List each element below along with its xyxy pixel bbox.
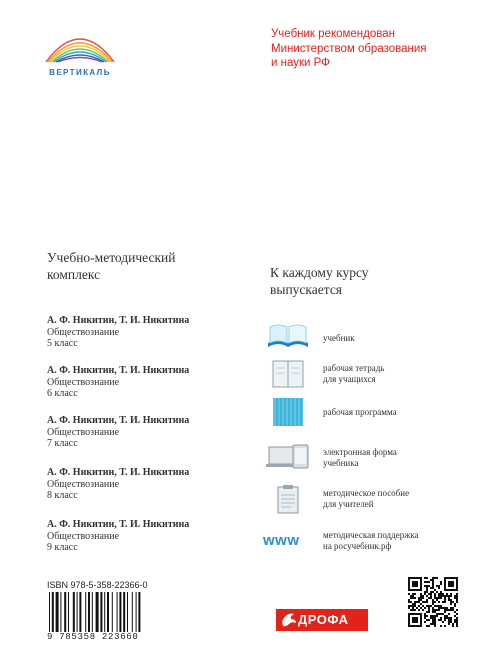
recommendation-line: Учебник рекомендован <box>271 28 395 40</box>
rainbow-arcs-icon <box>42 22 118 68</box>
devices-icon <box>266 442 310 472</box>
textbook-icon <box>266 321 310 351</box>
book-entry <box>47 467 247 502</box>
book-authors: А. Ф. Никитин, Т. И. Никитина <box>47 315 190 326</box>
book-entry <box>47 519 247 554</box>
www-icon: www <box>263 532 300 549</box>
book-authors: А. Ф. Никитин, Т. И. Никитина <box>47 365 190 376</box>
book-entry <box>47 415 247 450</box>
bird-icon <box>280 610 298 630</box>
complex-title: Учебно-методический комплекс <box>47 250 176 282</box>
book-grade: 5 класс <box>47 338 78 350</box>
book-subject: Обществознание <box>47 326 120 338</box>
book-subject: Обществознание <box>47 478 120 490</box>
book-subject: Обществознание <box>47 530 120 542</box>
book-entry <box>47 365 247 400</box>
publisher-name: ДРОФА <box>298 612 349 627</box>
recommendation-line: и науки РФ <box>271 57 330 69</box>
qr-code-icon <box>408 577 458 627</box>
resource-label: электронная форма учебника <box>323 447 397 468</box>
book-authors: А. Ф. Никитин, Т. И. Никитина <box>47 467 190 478</box>
resource-label: методическая поддержка на росучебник.рф <box>323 530 419 551</box>
resource-label: рабочая тетрадь для учащихся <box>323 363 385 384</box>
barcode-icon <box>47 592 162 632</box>
book-grade: 8 класс <box>47 490 78 502</box>
resource-label: методическое пособие для учителей <box>323 488 410 509</box>
book-grade: 7 класс <box>47 438 78 450</box>
book-entry <box>47 315 247 350</box>
isbn-text: ISBN 978-5-358-22366-0 <box>47 580 148 590</box>
book-authors: А. Ф. Никитин, Т. И. Никитина <box>47 519 190 530</box>
recommendation-line: Министерством образования <box>271 42 427 55</box>
resource-label: учебник <box>323 333 355 343</box>
book-grade: 9 класс <box>47 542 78 554</box>
barcode-number: 9 785358 223660 <box>47 632 139 642</box>
book-grade: 6 класс <box>47 388 78 400</box>
vertical-logo <box>42 22 118 84</box>
drofa-publisher-logo <box>276 609 368 631</box>
program-icon <box>266 397 310 427</box>
book-subject: Обществознание <box>47 376 120 388</box>
logo-text: ВЕРТИКАЛЬ <box>49 68 111 77</box>
resource-label: рабочая программа <box>323 407 397 417</box>
workbook-icon <box>266 359 310 389</box>
book-subject: Обществознание <box>47 426 120 438</box>
clipboard-icon <box>266 484 310 514</box>
ministry-recommendation <box>271 27 481 71</box>
course-title: К каждому курсу выпускается <box>270 265 369 297</box>
book-authors: А. Ф. Никитин, Т. И. Никитина <box>47 415 190 426</box>
